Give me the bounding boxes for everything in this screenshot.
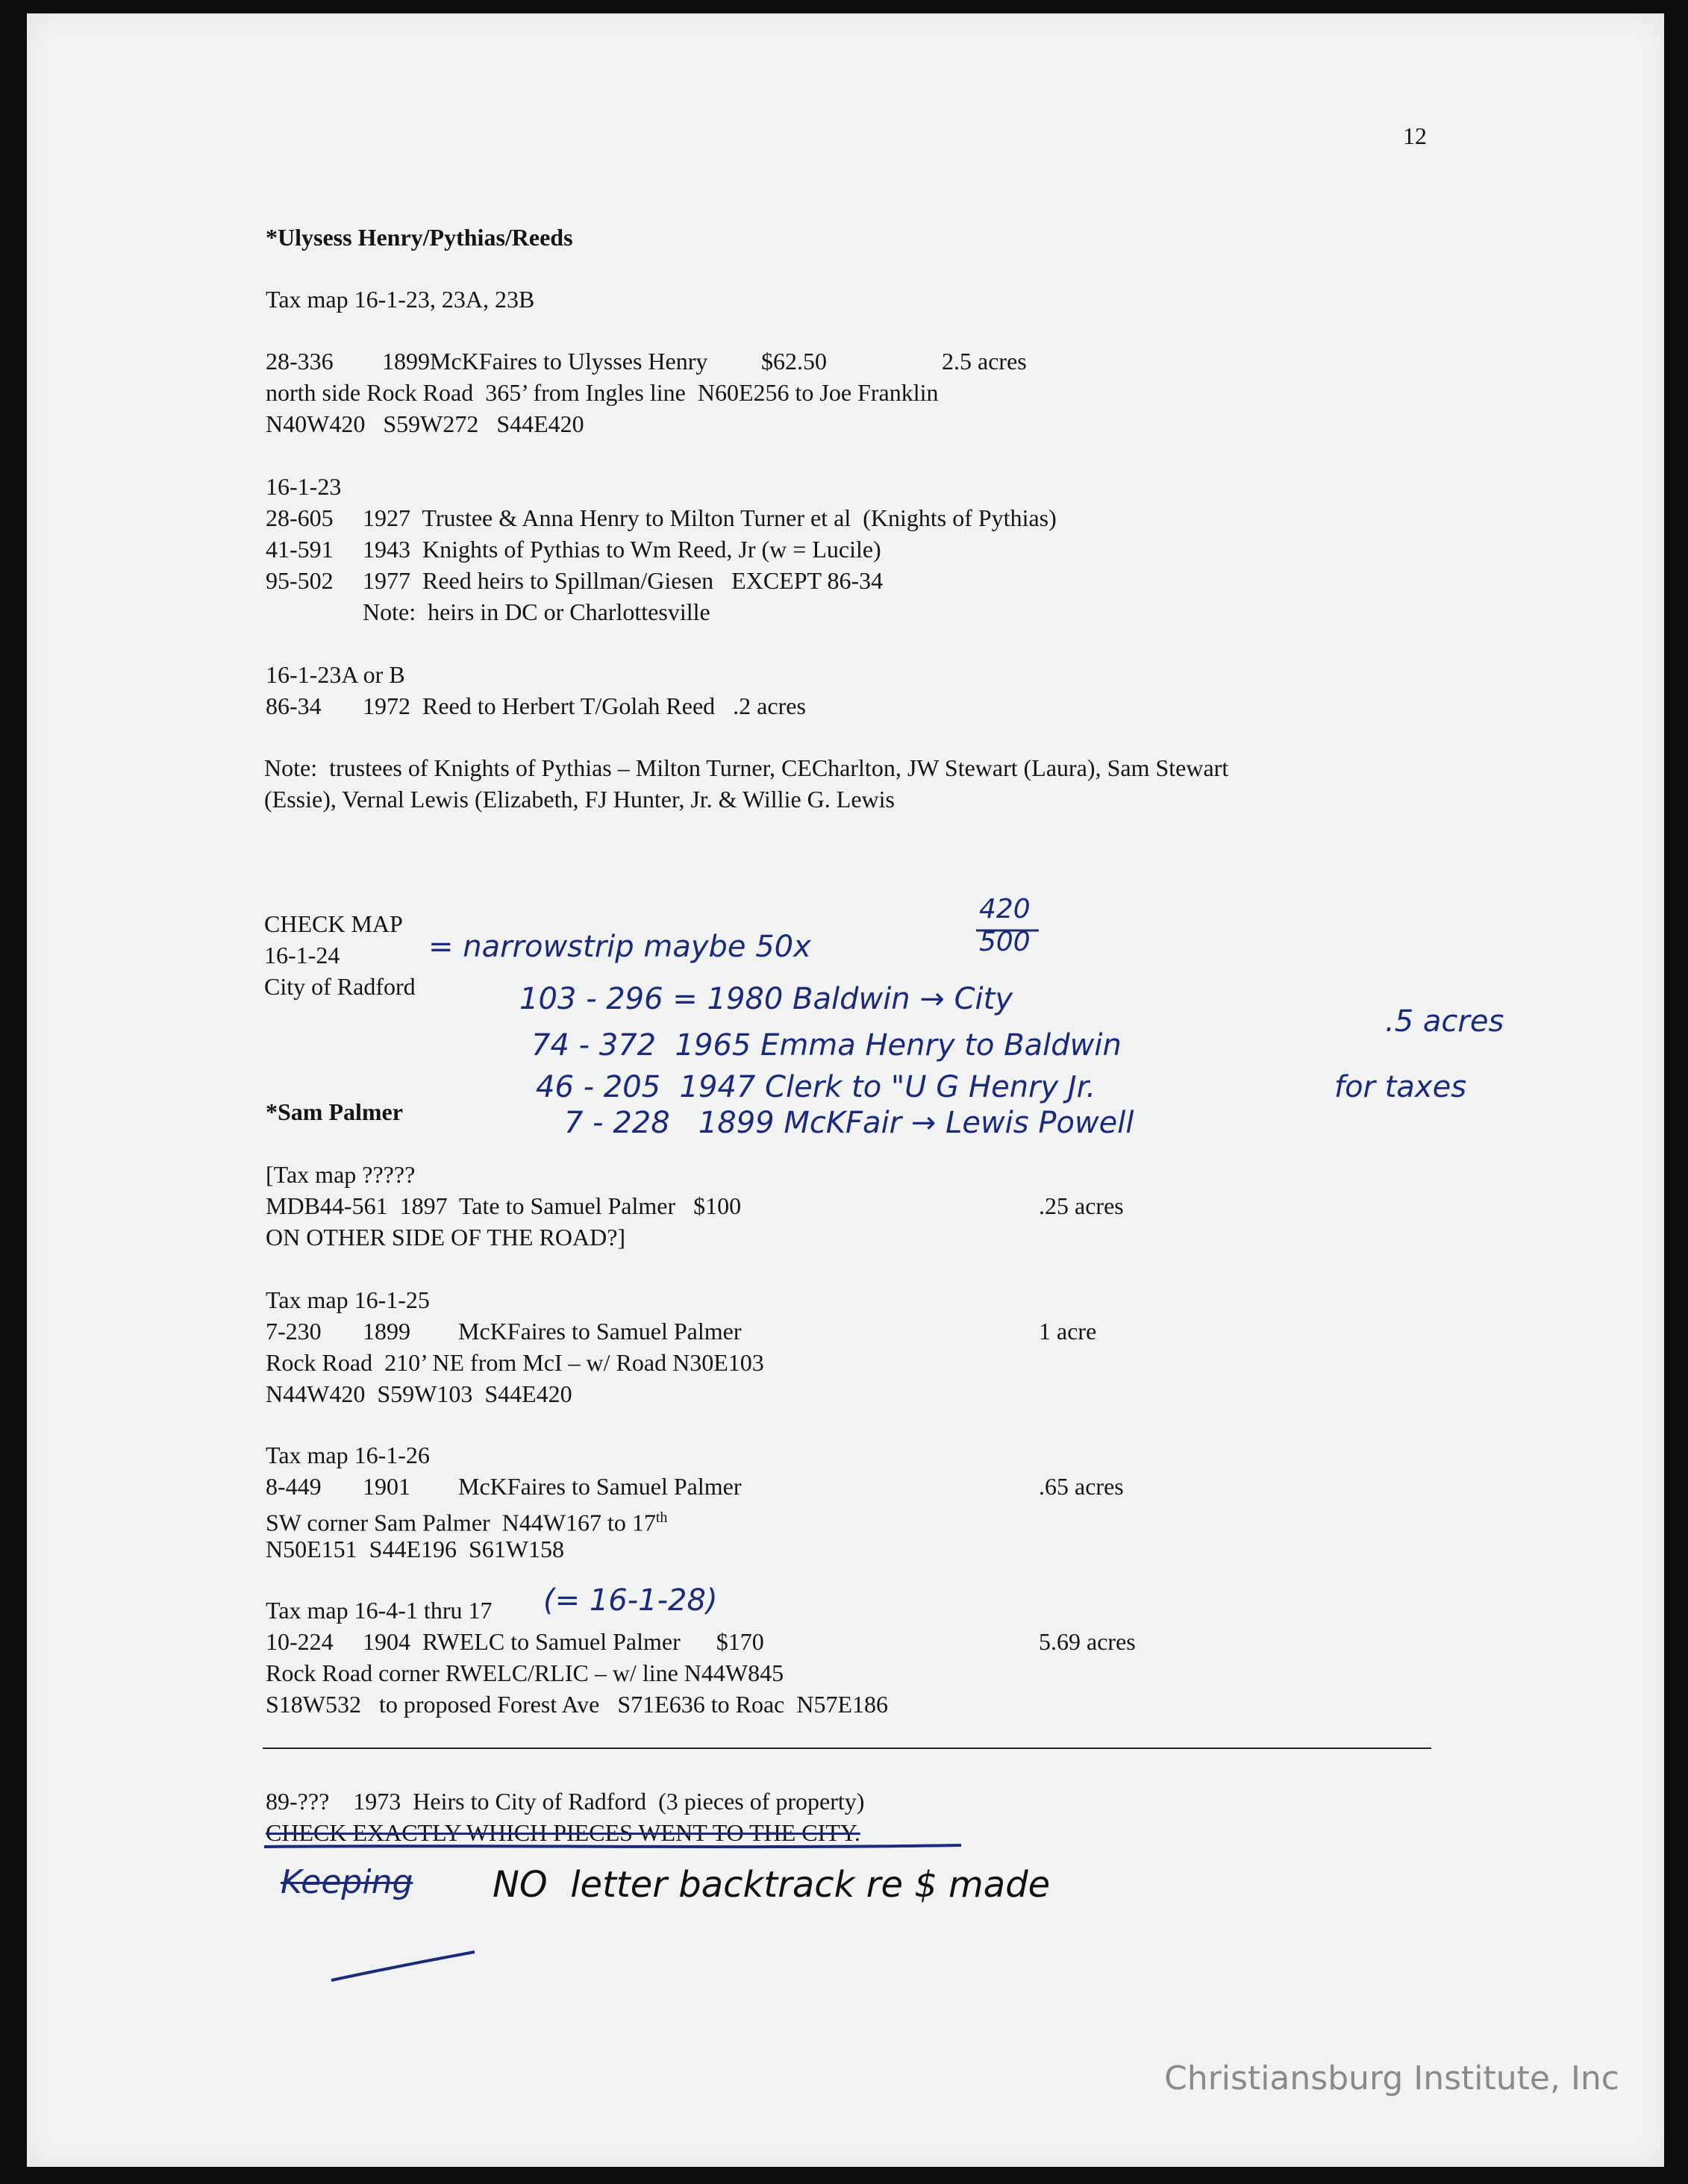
palmer-line: N44W420 S59W103 S44E420 [266, 1380, 572, 1407]
deed-text: 1904 RWELC to Samuel Palmer $170 [363, 1628, 764, 1655]
deed-ref: 10-224 [266, 1628, 334, 1655]
parcel-label: 16-1-23A or B [266, 661, 405, 688]
handwritten-taxmap-note: (= 16-1-28) [543, 1583, 718, 1618]
deed-text: 1943 Knights of Pythias to Wm Reed, Jr (w = Lucile) [363, 536, 881, 563]
check-map-parcel: 16-1-24 [264, 942, 340, 969]
palmer-acres: .25 acres [1039, 1192, 1124, 1219]
deed-text: 1927 Trustee & Anna Henry to Milton Turner et al (Knights of Pythias) [363, 504, 1057, 531]
parcel-label: 16-1-23 [266, 473, 342, 500]
taxmap-line: Tax map 16-1-23, 23A, 23B [266, 286, 535, 313]
deed-ref: 95-502 [266, 567, 334, 594]
palmer-line: [Tax map ????? [266, 1161, 416, 1188]
deed-ref: 28-605 [266, 504, 334, 531]
superscript: th [655, 1509, 668, 1526]
deed-desc: McKFaires to Samuel Palmer [458, 1473, 742, 1500]
deed-ref: 41-591 [266, 536, 334, 563]
handwritten-fraction-top: 420 [979, 894, 1031, 924]
page-number: 12 [1403, 122, 1427, 149]
note-line: Note: heirs in DC or Charlottesville [363, 598, 710, 625]
horizontal-divider [263, 1747, 1431, 1749]
palmer-line [266, 1504, 667, 1536]
footer-struck-line: CHECK EXACTLY WHICH PIECES WENT TO THE CITY. [266, 1819, 860, 1846]
handwritten-taxes-note: for taxes [1334, 1070, 1467, 1104]
trustees-note: (Essie), Vernal Lewis (Elizabeth, FJ Hunter, Jr. & Willie G. Lewis [264, 786, 895, 813]
deed-desc: McKFaires to Ulysses Henry [430, 348, 708, 375]
handwritten-deed-line: 7 - 228 1899 McKFair → Lewis Powell [564, 1106, 1134, 1140]
palmer-line: ON OTHER SIDE OF THE ROAD?] [266, 1224, 626, 1251]
section-title-palmer: *Sam Palmer [266, 1098, 403, 1125]
ink-underline [263, 1843, 964, 1850]
check-map-label: CHECK MAP [264, 910, 403, 937]
handwritten-deed-line: 46 - 205 1947 Clerk to "U G Henry Jr. [536, 1070, 1096, 1104]
handwritten-deed-line: 103 - 296 = 1980 Baldwin → City [519, 982, 1013, 1016]
deed-text: 1972 Reed to Herbert T/Golah Reed .2 acres [363, 692, 806, 719]
palmer-line: Rock Road corner RWELC/RLIC – w/ line N44W845 [266, 1659, 784, 1686]
deed-acres: 2.5 acres [942, 348, 1027, 375]
palmer-line: MDB44-561 1897 Tate to Samuel Palmer $100 [266, 1192, 742, 1219]
deed-ref: 7-230 [266, 1318, 322, 1345]
handwritten-strip-note: = narrowstrip maybe 50x [428, 930, 811, 964]
palmer-acres: 5.69 acres [1039, 1628, 1136, 1655]
palmer-taxmap: Tax map 16-1-26 [266, 1442, 430, 1468]
deed-line: N40W420 S59W272 S44E420 [266, 410, 584, 437]
deed-year: 1899 [363, 1318, 410, 1345]
palmer-acres: .65 acres [1039, 1473, 1124, 1500]
handwritten-deed-line: 74 - 372 1965 Emma Henry to Baldwin [531, 1028, 1122, 1063]
deed-price: $62.50 [761, 348, 827, 375]
palmer-line: Rock Road 210’ NE from McI – w/ Road N30E103 [266, 1349, 764, 1376]
deed-line: north side Rock Road 365’ from Ingles line N60E256 to Joe Franklin [266, 379, 939, 406]
deed-desc: McKFaires to Samuel Palmer [458, 1318, 742, 1345]
deed-text: 1977 Reed heirs to Spillman/Giesen EXCEPT 86-34 [363, 567, 884, 594]
palmer-line: N50E151 S44E196 S61W158 [266, 1536, 564, 1562]
deed-year: 1899 [382, 348, 430, 375]
palmer-taxmap: Tax map 16-1-25 [266, 1286, 430, 1313]
palmer-line-text: SW corner Sam Palmer N44W167 to 17 [266, 1509, 656, 1536]
deed-year: 1901 [363, 1473, 410, 1500]
handwritten-struck-word: Keeping [281, 1863, 413, 1901]
palmer-taxmap: Tax map 16-4-1 thru 17 [266, 1597, 493, 1624]
footer-line: 89-??? 1973 Heirs to City of Radford (3 pieces of property) [266, 1788, 865, 1815]
handwritten-fraction-bottom: 500 [979, 927, 1031, 957]
ink-stroke [328, 1949, 478, 1986]
handwritten-acres-note: .5 acres [1385, 1004, 1504, 1039]
palmer-acres: 1 acre [1039, 1318, 1097, 1345]
handwritten-bottom-note: NO letter backtrack re $ made [493, 1864, 1051, 1906]
palmer-line: S18W532 to proposed Forest Ave S71E636 to Roac N57E186 [266, 1691, 889, 1718]
deed-ref: 28-336 [266, 348, 334, 375]
deed-ref: 8-449 [266, 1473, 322, 1500]
check-map-owner: City of Radford [264, 973, 416, 1000]
watermark: Christiansburg Institute, Inc [1164, 2059, 1619, 2097]
trustees-note: Note: trustees of Knights of Pythias – Milton Turner, CECharlton, JW Stewart (Laura), Sam Stewart [264, 754, 1229, 781]
deed-ref: 86-34 [266, 692, 322, 719]
section-title-henry: *Ulysess Henry/Pythias/Reeds [266, 224, 573, 251]
